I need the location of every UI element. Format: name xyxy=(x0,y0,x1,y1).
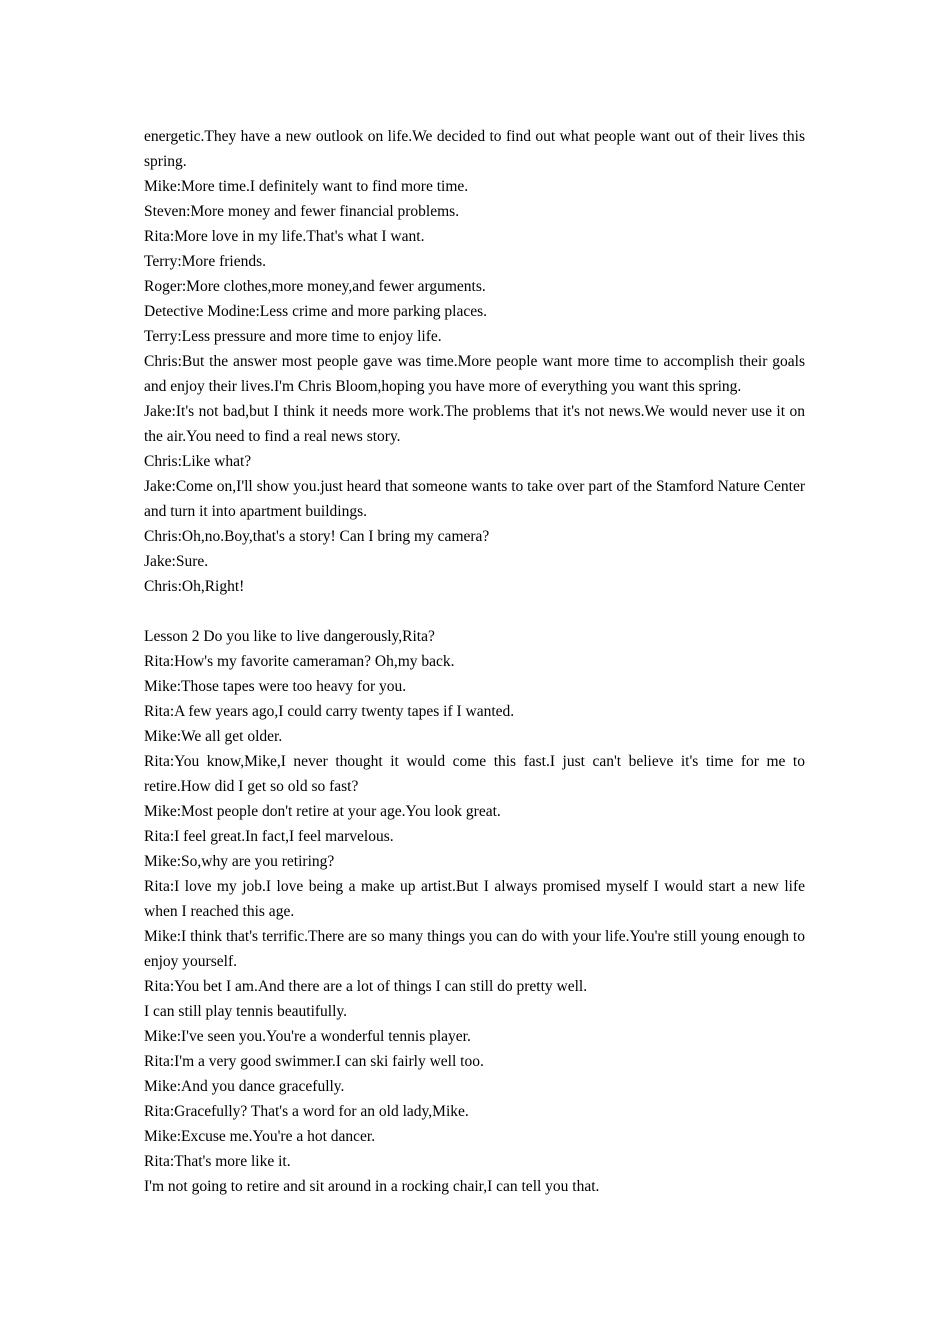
dialogue-line: Rita:Gracefully? That's a word for an old lady,Mike. xyxy=(144,1103,469,1120)
dialogue-line: I can still play tennis beautifully. xyxy=(144,1003,348,1020)
dialogue-line: Mike:More time.I definitely want to find more time. xyxy=(144,178,469,195)
dialogue-line: Rita:That's more like it. xyxy=(144,1153,291,1170)
dialogue-line: Mike:So,why are you retiring? xyxy=(144,853,335,870)
blank-line xyxy=(144,599,805,624)
dialogue-line: Jake:It's not bad,but I think it needs more work.The problems that it's not news.We would never use it on the air.You need to find a real news story. xyxy=(144,403,805,445)
dialogue-line: Terry:Less pressure and more time to enjoy life. xyxy=(144,328,442,345)
dialogue-line: Rita:A few years ago,I could carry twenty tapes if I wanted. xyxy=(144,703,515,720)
dialogue-line: Rita:You know,Mike,I never thought it would come this fast.I just can't believe it's time for me to retire.How did I get so old so fast? xyxy=(144,753,805,795)
paragraph-intro: energetic.They have a new outlook on life.We decided to find out what people want out of their lives this spring. xyxy=(144,128,805,170)
dialogue-line: Terry:More friends. xyxy=(144,253,267,270)
dialogue-line: Mike:And you dance gracefully. xyxy=(144,1078,345,1095)
dialogue-line: Mike:Most people don't retire at your age.You look great. xyxy=(144,803,501,820)
dialogue-line: Rita:How's my favorite cameraman? Oh,my back. xyxy=(144,653,455,670)
dialogue-line: Chris:Like what? xyxy=(144,453,252,470)
dialogue-line: Rita:I'm a very good swimmer.I can ski fairly well too. xyxy=(144,1053,484,1070)
dialogue-line: Detective Modine:Less crime and more parking places. xyxy=(144,303,488,320)
dialogue-line: Chris:But the answer most people gave was time.More people want more time to accomplish their goals and enjoy their lives.I'm Chris Bloom,hoping you have more of everything you want this spring. xyxy=(144,353,805,395)
dialogue-line: Mike:We all get older. xyxy=(144,728,283,745)
dialogue-line: Rita:More love in my life.That's what I want. xyxy=(144,228,425,245)
dialogue-line: Rita:I love my job.I love being a make up artist.But I always promised myself I would start a new life when I reached this age. xyxy=(144,878,805,920)
dialogue-line: Mike:Excuse me.You're a hot dancer. xyxy=(144,1128,376,1145)
lesson-heading: Lesson 2 Do you like to live dangerously,Rita? xyxy=(144,628,435,645)
dialogue-line: Rita:I feel great.In fact,I feel marvelous. xyxy=(144,828,394,845)
dialogue-line: Jake:Sure. xyxy=(144,553,209,570)
document-body xyxy=(144,124,805,1199)
dialogue-line: Chris:Oh,Right! xyxy=(144,578,245,595)
dialogue-line: Mike:I think that's terrific.There are so many things you can do with your life.You're still young enough to enjoy yourself. xyxy=(144,928,805,970)
dialogue-line: I'm not going to retire and sit around in a rocking chair,I can tell you that. xyxy=(144,1178,600,1195)
dialogue-line: Mike:I've seen you.You're a wonderful tennis player. xyxy=(144,1028,471,1045)
dialogue-line: Roger:More clothes,more money,and fewer arguments. xyxy=(144,278,486,295)
dialogue-line: Rita:You bet I am.And there are a lot of things I can still do pretty well. xyxy=(144,978,588,995)
dialogue-line: Mike:Those tapes were too heavy for you. xyxy=(144,678,407,695)
dialogue-line: Steven:More money and fewer financial problems. xyxy=(144,203,460,220)
dialogue-line: Chris:Oh,no.Boy,that's a story! Can I bring my camera? xyxy=(144,528,490,545)
dialogue-line: Jake:Come on,I'll show you.just heard that someone wants to take over part of the Stamford Nature Center and turn it into apartment buildings. xyxy=(144,478,805,520)
